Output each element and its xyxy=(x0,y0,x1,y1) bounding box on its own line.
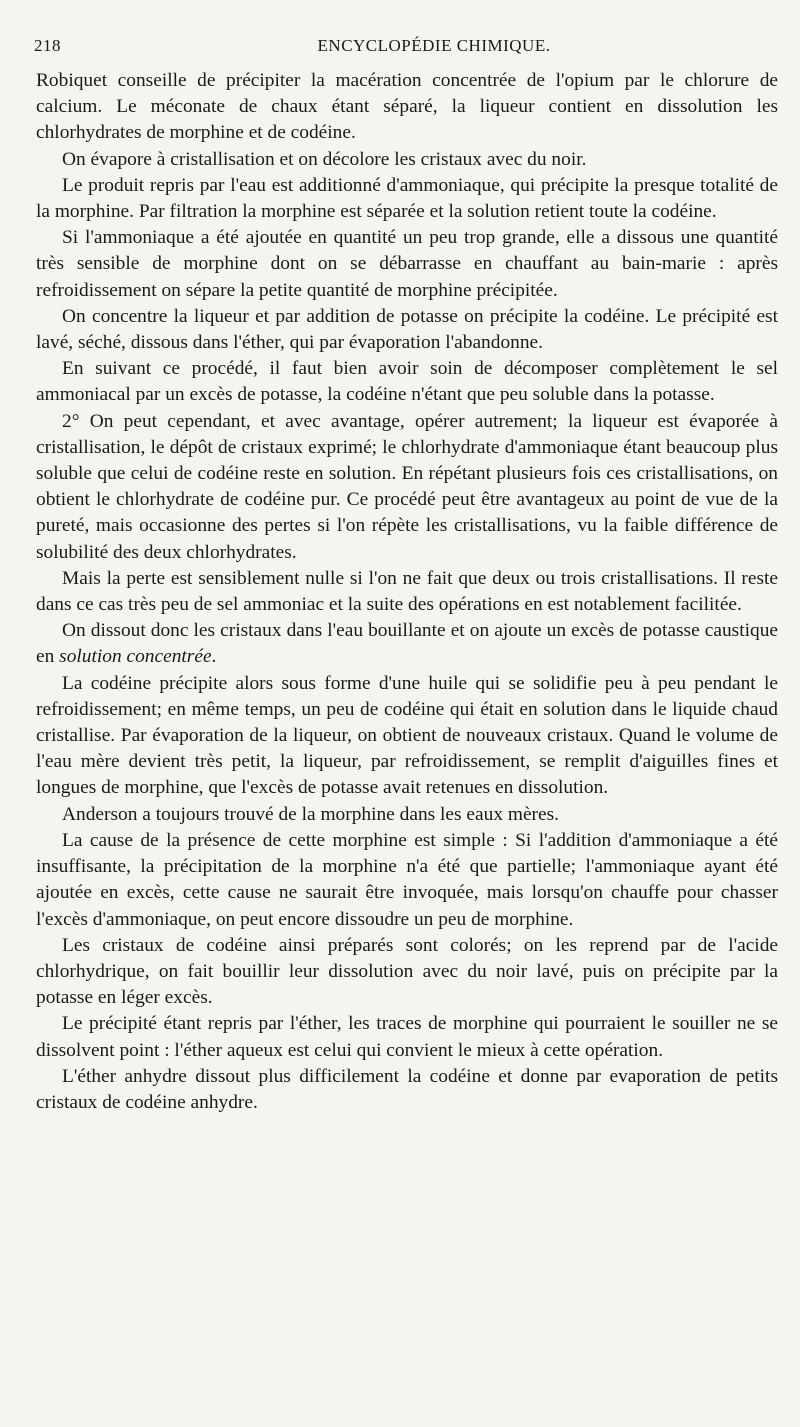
paragraph: Les cristaux de codéine ainsi préparés sont colorés; on les reprend par de l'acide chlorhydrique, on fait bouillir leur dissolution avec du noir lavé, puis on précipite par la potasse en léger excès. xyxy=(36,934,778,1009)
paragraph: Le précipité étant repris par l'éther, les traces de morphine qui pourraient le souiller ne se dissolvent point : l'éther aqueux est celui qui convient le mieux à cette opération. xyxy=(36,1013,778,1061)
paragraph: Mais la perte est sensiblement nulle si l'on ne fait que deux ou trois cristallisations. Il reste dans ce cas très peu de sel ammoniac et la suite des opérations en est notablement facilitée. xyxy=(36,567,778,616)
paragraph: 2° On peut cependant, et avec avantage, opérer autrement; la liqueur est évaporée à cristallisation, le dépôt de cristaux exprimé; le chlorhydrate d'ammoniaque étant beaucoup plus soluble que celui de codéine reste en solution. En répétant plusieurs fois ces cristallisations, on obtient le chlorhydrate de codéine pur. Ce procédé peut être avantageux au point de vue de la pureté, mais occasionne des pertes si l'on répète les cristallisations, vu la faible différence de solubilité des deux chlorhydrates. xyxy=(36,410,778,563)
paragraph: Anderson a toujours trouvé de la morphine dans les eaux mères. xyxy=(62,803,560,825)
paragraph: Le produit repris par l'eau est additionné d'ammoniaque, qui précipite la presque totalité de la morphine. Par filtration la morphine est séparée et la solution retient toute la codéine. xyxy=(36,174,778,223)
text-run: . xyxy=(211,646,217,668)
text-run: On dissout donc les cristaux dans l'eau bouillante et on ajoute un excès de potasse caustique en xyxy=(36,620,778,668)
paragraph: En suivant ce procédé, il faut bien avoir soin de décomposer complètement le sel ammoniacal par un excès de potasse, la codéine n'étant que peu soluble dans la potasse. xyxy=(36,358,778,406)
paragraph: On évapore à cristallisation et on décolore les cristaux avec du noir. xyxy=(62,148,587,170)
paragraph: Robiquet conseille de précipiter la macération concentrée de l'opium par le chlorure de calcium. Le méconate de chaux étant séparé, la liqueur contient en dissolution les chlorhydrates de morphine et de codéine. xyxy=(36,70,778,144)
page-header xyxy=(34,36,774,62)
paragraph: L'éther anhydre dissout plus difficilement la codéine et donne par evaporation de petits cristaux de codéine anhydre. xyxy=(36,1065,778,1113)
paragraph: On concentre la liqueur et par addition de potasse on précipite la codéine. Le précipité est lavé, séché, dissous dans l'éther, qui par évaporation l'abandonne. xyxy=(36,305,778,354)
paragraph-with-italic xyxy=(36,618,778,670)
body-text xyxy=(36,68,778,1116)
page-number: 218 xyxy=(34,36,61,55)
paragraph: Si l'ammoniaque a été ajoutée en quantité un peu trop grande, elle a dissous une quantité très sensible de morphine dont on se débarrasse en chauffant au bain-marie : après refroidissement on sépare la petite quantité de morphine précipitée. xyxy=(36,227,778,301)
running-title: ENCYCLOPÉDIE CHIMIQUE. xyxy=(317,36,551,55)
paragraph: La cause de la présence de cette morphine est simple : Si l'addition d'ammoniaque a été insuffisante, la précipitation de la morphine n'a été que partielle; l'ammoniaque ayant été ajoutée en excès, cette cause ne saurait être invoquée, mais lorsqu'on chauffe pour chasser l'excès d'ammoniaque, on peut encore dissoudre un peu de morphine. xyxy=(36,829,778,930)
paragraph: La codéine précipite alors sous forme d'une huile qui se solidifie peu à peu pendant le refroidissement; en même temps, un peu de codéine qui était en solution dans le liquide chaud cristallise. Par évaporation de la liqueur, on obtient de nouveaux cristaux. Quand le volume de l'eau mère devient très petit, la liqueur, par refroidissement, se remplit d'aiguilles fines et longues de morphine, que l'excès de potasse avait retenues en dissolution. xyxy=(36,672,778,799)
italic-text: solution concentrée xyxy=(59,646,212,668)
